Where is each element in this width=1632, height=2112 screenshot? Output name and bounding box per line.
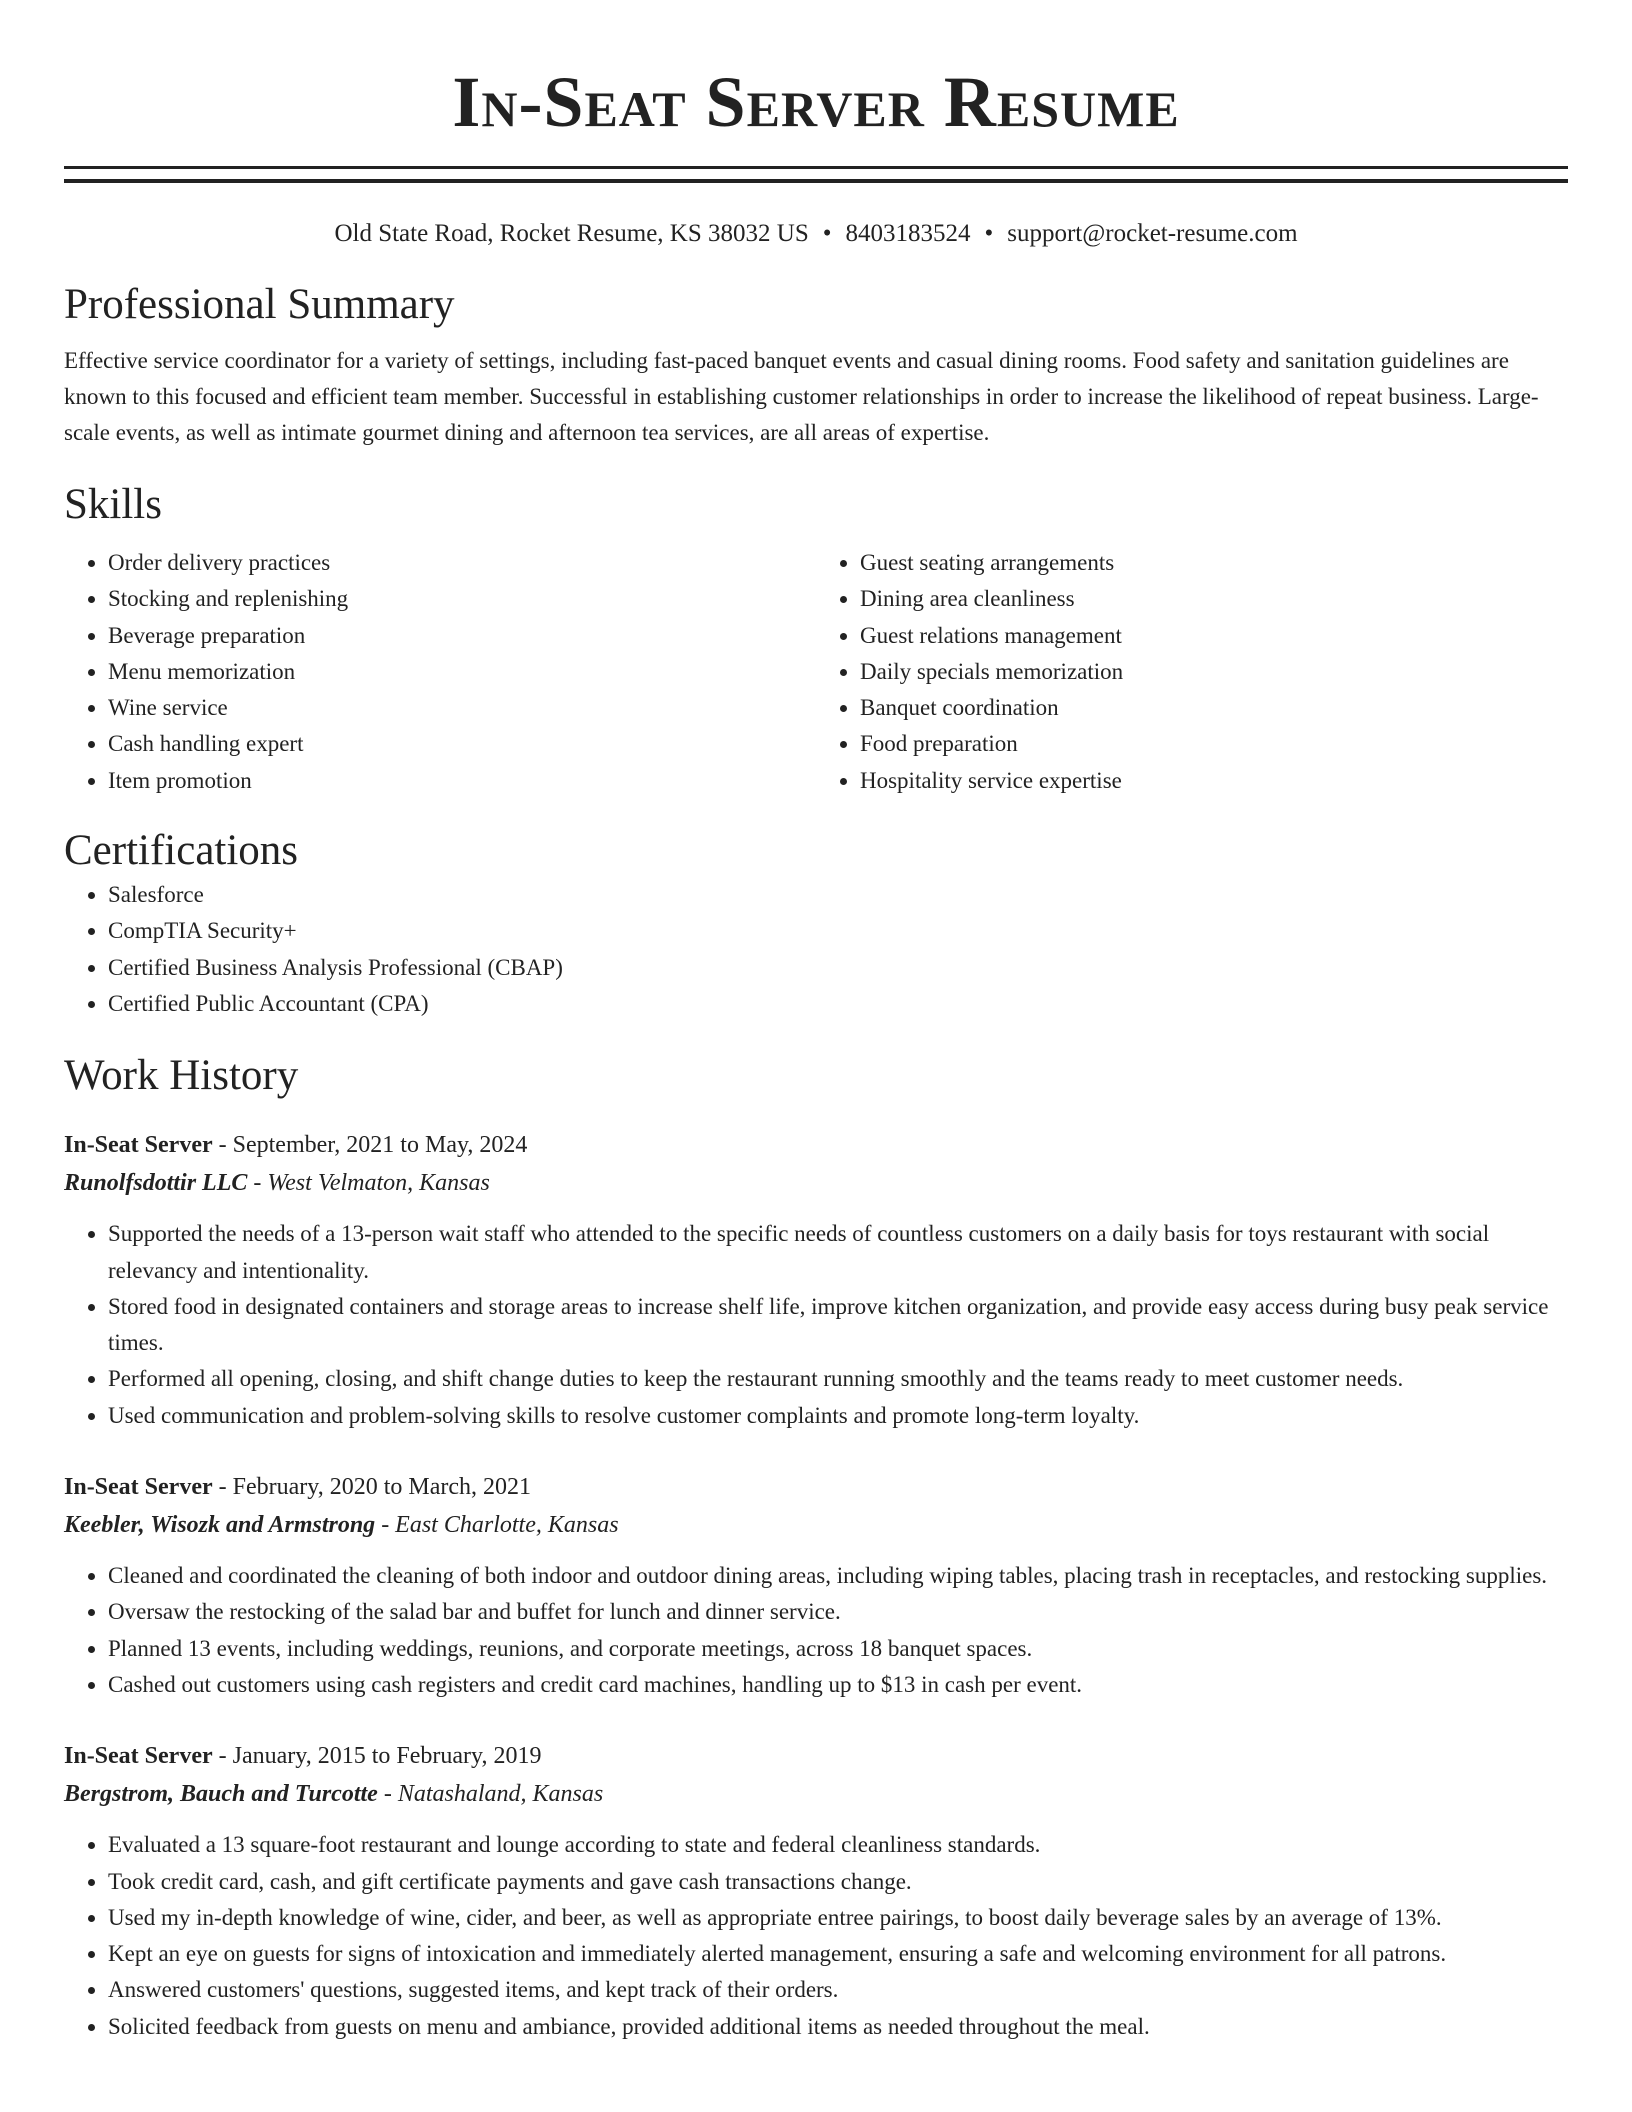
job-company: Bergstrom, Bauch and Turcotte: [64, 1781, 378, 1808]
job-entry: [64, 1468, 1568, 1703]
job-entry: [64, 1126, 1568, 1434]
job-bullets: [64, 1216, 1568, 1434]
job-bullets: [64, 1558, 1568, 1703]
contact-line: [64, 216, 1568, 252]
skill-item: • Stocking and replenishing: [108, 581, 816, 617]
job-bullet: • Took credit card, cash, and gift certificate payments and gave cash transactions change.: [108, 1864, 1568, 1900]
skill-item: • Guest relations management: [860, 618, 1568, 654]
job-bullet: • Supported the needs of a 13-person wait staff who attended to the specific needs of countless customers on a daily basis for toys restaurant with social relevancy and intentionality.: [108, 1216, 1568, 1289]
title-divider: [64, 166, 1568, 183]
skill-item: • Menu memorization: [108, 654, 816, 690]
job-role: In-Seat Server: [64, 1132, 213, 1159]
job-location: - West Velmaton, Kansas: [247, 1170, 490, 1197]
skill-item: • Order delivery practices: [108, 545, 816, 581]
job-company: Keebler, Wisozk and Armstrong: [64, 1512, 376, 1539]
job-location: - East Charlotte, Kansas: [375, 1512, 619, 1539]
job-dates: - January, 2015 to February, 2019: [212, 1743, 542, 1770]
job-bullet: • Evaluated a 13 square-foot restaurant and lounge according to state and federal cleanliness standards.: [108, 1827, 1568, 1863]
skill-item: • Beverage preparation: [108, 618, 816, 654]
skills-columns: [64, 545, 1568, 799]
contact-separator: •: [984, 220, 994, 247]
skill-item: • Guest seating arrangements: [860, 545, 1568, 581]
certification-item: • Certified Public Accountant (CPA): [108, 986, 1568, 1022]
job-bullet: • Used my in-depth knowledge of wine, cider, and beer, as well as appropriate entree pairings, to boost daily beverage sales by an average of 13%.: [108, 1900, 1568, 1936]
skills-heading: Skills: [64, 481, 162, 528]
certification-item: • Certified Business Analysis Professional (CBAP): [108, 950, 1568, 986]
job-role: In-Seat Server: [64, 1474, 213, 1501]
skills-list-right: [816, 545, 1568, 799]
skill-item: • Cash handling expert: [108, 726, 816, 762]
job-title-line: [64, 1468, 1568, 1506]
summary-text: Effective service coordinator for a variety of settings, including fast-paced banquet events and casual dining rooms. Food safety and sanitation guidelines are known to this focused and efficient team member. Successful in establishing customer relationships in order to increase the likelihood of repeat business. Large-scale events, as well as intimate gourmet dining and afternoon tea services, are all areas of expertise.: [64, 348, 1539, 445]
job-bullet: • Performed all opening, closing, and shift change duties to keep the restaurant running smoothly and the teams ready to meet customer needs.: [108, 1361, 1568, 1397]
job-bullet: • Kept an eye on guests for signs of intoxication and immediately alerted management, ensuring a safe and welcoming environment for all patrons.: [108, 1936, 1568, 1972]
job-bullet: • Solicited feedback from guests on menu and ambiance, provided additional items as needed throughout the meal.: [108, 2009, 1568, 2045]
job-title-line: [64, 1737, 1568, 1775]
job-bullet: • Planned 13 events, including weddings, reunions, and corporate meetings, across 18 banquet spaces.: [108, 1631, 1568, 1667]
skill-item: • Item promotion: [108, 763, 816, 799]
job-bullet: • Cleaned and coordinated the cleaning of both indoor and outdoor dining areas, including wiping tables, placing trash in receptacles, and restocking supplies.: [108, 1558, 1568, 1594]
certifications-heading: Certifications: [64, 827, 299, 875]
job-role: In-Seat Server: [64, 1743, 213, 1770]
job-company: Runolfsdottir LLC: [64, 1170, 248, 1197]
job-bullet: • Stored food in designated containers and storage areas to increase shelf life, improve kitchen organization, and provide easy access during busy peak service times.: [108, 1289, 1568, 1362]
job-company-line: [64, 1164, 1568, 1202]
skill-item: • Wine service: [108, 690, 816, 726]
contact-email: support@rocket-resume.com: [1007, 220, 1298, 247]
job-bullet: • Answered customers' questions, suggested items, and kept track of their orders.: [108, 1972, 1568, 2008]
job-title-line: [64, 1126, 1568, 1164]
contact-address: Old State Road, Rocket Resume, KS 38032 US: [334, 220, 809, 247]
contact-phone: 8403183524: [845, 220, 971, 247]
skill-item: • Banquet coordination: [860, 690, 1568, 726]
job-bullet: • Used communication and problem-solving skills to resolve customer complaints and promote long-term loyalty.: [108, 1398, 1568, 1434]
summary-heading: Professional Summary: [64, 281, 455, 328]
skills-list-left: [64, 545, 816, 799]
job-bullet: • Oversaw the restocking of the salad bar and buffet for lunch and dinner service.: [108, 1594, 1568, 1630]
certifications-list: [64, 877, 1568, 1022]
job-bullets: [64, 1827, 1568, 2045]
job-dates: - September, 2021 to May, 2024: [212, 1132, 528, 1159]
job-dates: - February, 2020 to March, 2021: [212, 1474, 532, 1501]
skill-item: • Hospitality service expertise: [860, 763, 1568, 799]
contact-separator: •: [822, 220, 832, 247]
job-company-line: [64, 1775, 1568, 1813]
resume-title: In-Seat Server Resume: [452, 62, 1180, 142]
skill-item: • Dining area cleanliness: [860, 581, 1568, 617]
work-history-heading: Work History: [64, 1052, 299, 1100]
job-entry: [64, 1737, 1568, 2045]
job-company-line: [64, 1506, 1568, 1544]
job-location: - Natashaland, Kansas: [377, 1781, 604, 1808]
skill-item: • Food preparation: [860, 726, 1568, 762]
skill-item: • Daily specials memorization: [860, 654, 1568, 690]
job-bullet: • Cashed out customers using cash registers and credit card machines, handling up to $13 in cash per event.: [108, 1667, 1568, 1703]
certification-item: • CompTIA Security+: [108, 913, 1568, 949]
certification-item: • Salesforce: [108, 877, 1568, 913]
